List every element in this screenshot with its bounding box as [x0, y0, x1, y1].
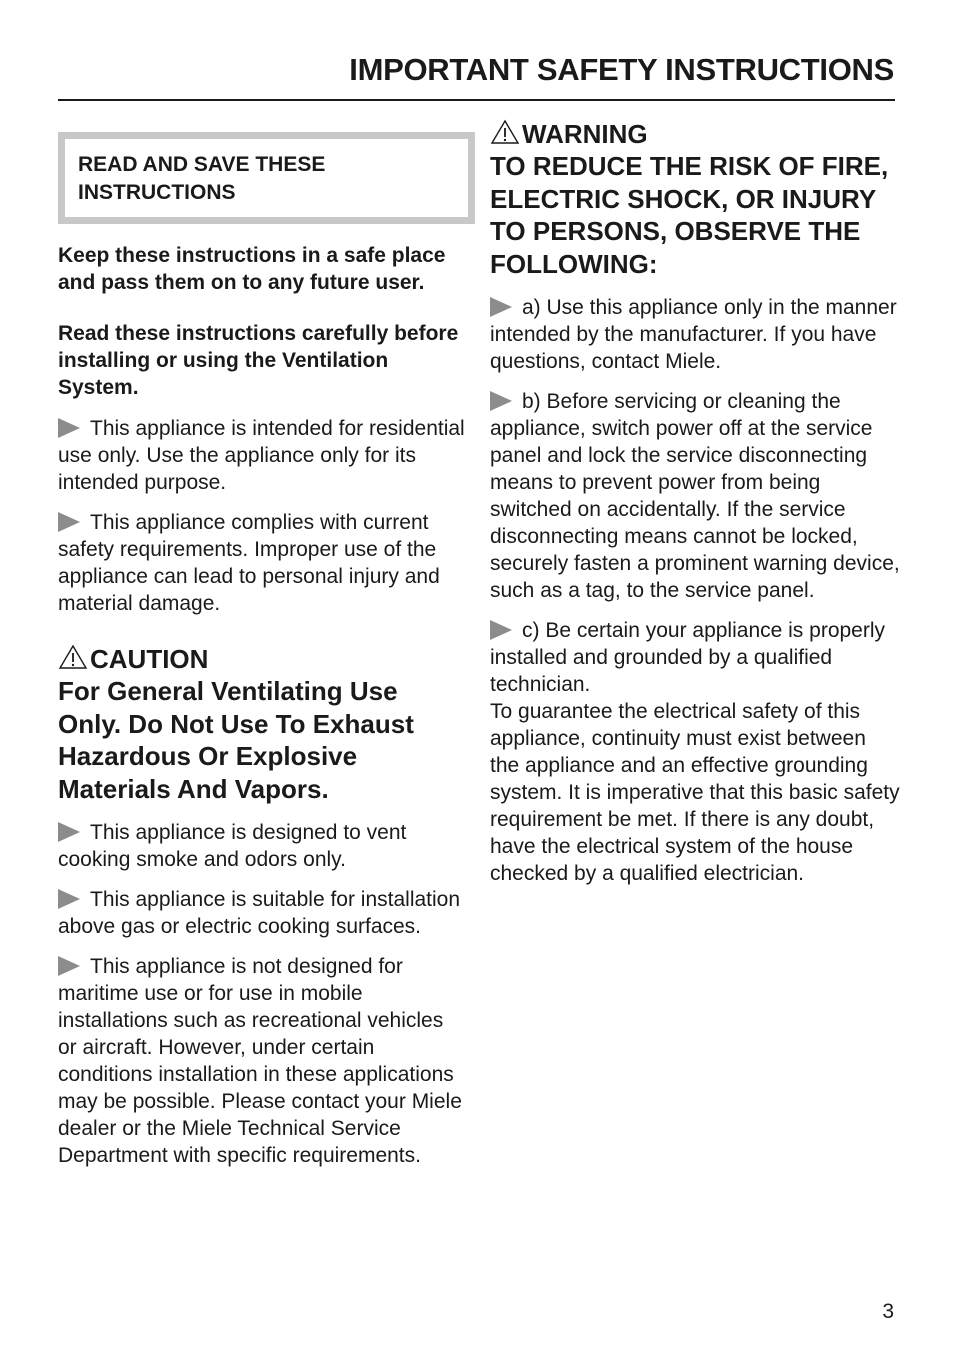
warning-heading [490, 118, 900, 150]
triangle-right-icon [490, 297, 512, 317]
box-line-1: READ AND SAVE THESE [78, 153, 326, 176]
page-title: IMPORTANT SAFETY INSTRUCTIONS [349, 52, 894, 87]
list-item [58, 953, 466, 1169]
warning-label: WARNING [522, 119, 648, 149]
page-number: 3 [882, 1300, 894, 1323]
caution-heading [58, 643, 466, 675]
list-item [58, 886, 466, 940]
list-item [490, 294, 900, 375]
warning-triangle-icon [490, 119, 520, 145]
bullet-text: c) Be certain your appliance is properly installed and grounded by a qualified technician. [490, 619, 886, 696]
triangle-right-icon [58, 512, 80, 532]
keep-instructions-text: Keep these instructions in a safe place and pass them on to any future user. [58, 244, 446, 294]
box-line-2: INSTRUCTIONS [78, 181, 236, 204]
bullet-text: b) Before servicing or cleaning the appliance, switch power off at the service panel and lock the service disconnecting means to prevent power from being switched on accidentally. If the service disconnecting means cannot be locked, securely fasten a prominent warning device, such as a tag, to the service panel. [490, 390, 900, 602]
read-carefully-text: Read these instructions carefully before installing or using the Ventilation System. [58, 322, 459, 399]
grounding-text: To guarantee the electrical safety of this appliance, continuity must exist between the appliance and an effective grounding system. It is imperative that this basic safety requirement be met. If there is any doubt, have the electrical system of the house checked by a qualified electrician. [490, 700, 900, 885]
warning-triangle-icon [58, 644, 88, 670]
triangle-right-icon [58, 418, 80, 438]
triangle-right-icon [58, 822, 80, 842]
bullet-text: This appliance is suitable for installation above gas or electric cooking surfaces. [58, 888, 461, 938]
bullet-text: This appliance is not designed for maritime use or for use in mobile installations such as recreational vehicles or aircraft. However, under certain conditions installation in these applications may be possible. Please contact your Miele dealer or the Miele Technical Service Department with specific requirements. [58, 955, 462, 1167]
read-and-save-box [58, 132, 475, 224]
header-divider [58, 99, 895, 101]
triangle-right-icon [490, 620, 512, 640]
bullet-text: a) Use this appliance only in the manner intended by the manufacturer. If you have questions, contact Miele. [490, 296, 897, 373]
caution-text: For General Ventilating Use Only. Do Not Use To Exhaust Hazardous Or Explosive Materials And Vapors. [58, 676, 414, 804]
bullet-text: This appliance is intended for residential use only. Use the appliance only for its intended purpose. [58, 417, 465, 494]
list-item [490, 388, 900, 604]
warning-text: TO REDUCE THE RISK OF FIRE, ELECTRIC SHOCK, OR INJURY TO PERSONS, OBSERVE THE FOLLOWING: [490, 151, 889, 279]
triangle-right-icon [58, 889, 80, 909]
bullet-text: This appliance is designed to vent cooking smoke and odors only. [58, 821, 407, 871]
caution-label: CAUTION [90, 644, 209, 674]
bullet-text: This appliance complies with current safety requirements. Improper use of the appliance can lead to personal injury and material damage. [58, 511, 440, 615]
triangle-right-icon [490, 391, 512, 411]
triangle-right-icon [58, 956, 80, 976]
right-column [490, 118, 900, 900]
list-item [58, 415, 466, 496]
list-item [58, 509, 466, 617]
list-item [490, 617, 900, 698]
left-column [58, 132, 466, 1182]
list-item [58, 819, 466, 873]
